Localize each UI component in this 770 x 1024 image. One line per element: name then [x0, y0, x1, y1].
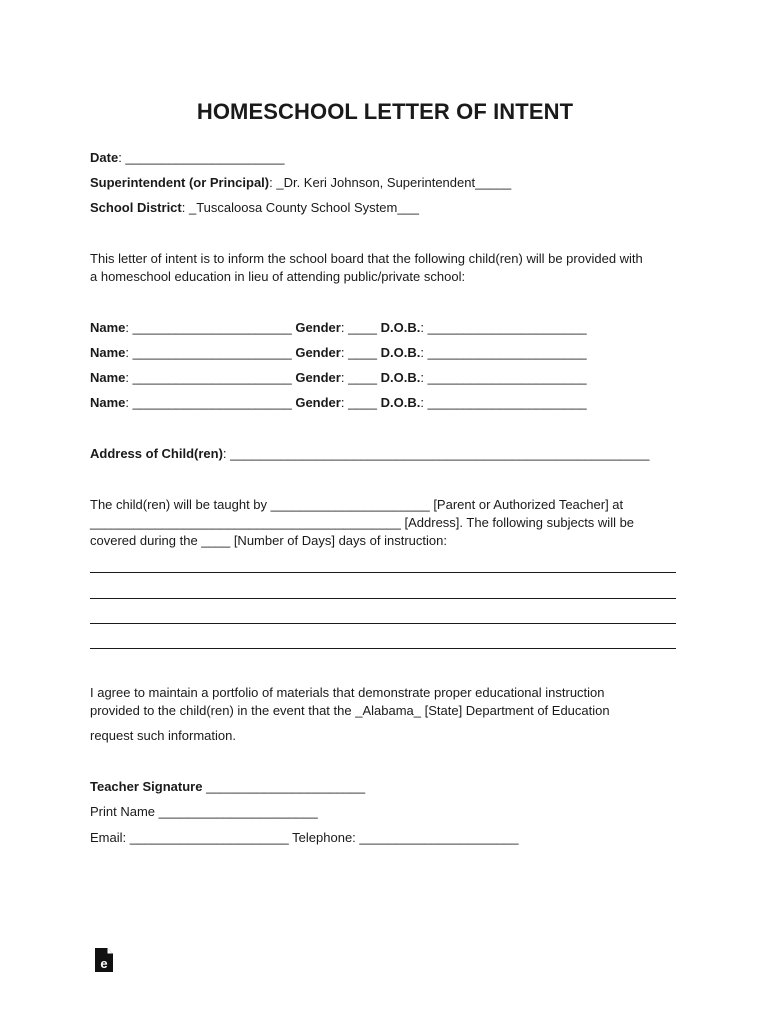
agreement-line-1: I agree to maintain a portfolio of materials that demonstrate proper educational instruction — [90, 685, 605, 700]
superintendent-value: : _Dr. Keri Johnson, Superintendent_____ — [269, 175, 512, 190]
child-dob-blank: : ______________________ — [420, 320, 587, 335]
contact-row[interactable] — [90, 830, 518, 846]
date-label: Date — [90, 150, 119, 165]
child-dob-label: D.O.B. — [380, 345, 421, 360]
teacher-signature-blank: ______________________ — [202, 779, 366, 794]
teaching-line-3[interactable]: covered during the ____ [Number of Days] days of instruction: — [90, 533, 447, 548]
school-district-label: School District — [90, 200, 182, 215]
child-row[interactable] — [90, 395, 587, 411]
svg-text:e: e — [100, 956, 108, 971]
date-value: : ______________________ — [118, 150, 285, 165]
child-name-label: Name — [90, 345, 126, 360]
subjects-blank-line[interactable] — [90, 598, 676, 599]
agreement-line-2: provided to the child(ren) in the event that the _Alabama_ [State] Department of Education — [90, 703, 610, 718]
intro-line-2: a homeschool education in lieu of attending public/private school: — [90, 269, 466, 284]
superintendent-label: Superintendent (or Principal) — [90, 175, 270, 190]
child-name-blank: : ______________________ — [125, 345, 296, 360]
teaching-line-1[interactable]: The child(ren) will be taught by ______________________ [Parent or Authorized Teacher] at — [90, 497, 624, 512]
child-dob-label: D.O.B. — [380, 395, 421, 410]
child-gender-blank: : ____ — [340, 345, 381, 360]
agreement-line-3: request such information. — [90, 728, 236, 743]
document-title: HOMESCHOOL LETTER OF INTENT — [196, 99, 574, 124]
child-dob-blank: : ______________________ — [420, 370, 587, 385]
child-dob-blank: : ______________________ — [420, 395, 587, 410]
intro-line-1: This letter of intent is to inform the school board that the following child(ren) will be provided with — [90, 251, 643, 266]
child-name-label: Name — [90, 370, 126, 385]
school-district-field[interactable] — [90, 200, 419, 216]
child-gender-blank: : ____ — [340, 395, 381, 410]
child-row[interactable] — [90, 320, 587, 336]
child-name-blank: : ______________________ — [125, 370, 296, 385]
child-name-label: Name — [90, 395, 126, 410]
child-gender-blank: : ____ — [340, 370, 381, 385]
teacher-signature-label: Teacher Signature — [90, 779, 203, 794]
eforms-document-icon — [94, 947, 114, 973]
teacher-signature-field[interactable] — [90, 779, 365, 795]
telephone-field[interactable]: Telephone: ______________________ — [292, 830, 519, 845]
school-district-value: : _Tuscaloosa County School System___ — [181, 200, 420, 215]
teaching-line-2[interactable]: ___________________________________________ [Address]. The following subjects will be — [90, 515, 635, 530]
child-row[interactable] — [90, 345, 587, 361]
child-row[interactable] — [90, 370, 587, 386]
subjects-blank-line[interactable] — [90, 648, 676, 649]
email-field[interactable]: Email: ______________________ — [90, 830, 293, 845]
address-label: Address of Child(ren) — [90, 446, 223, 461]
child-gender-label: Gender — [295, 320, 341, 335]
superintendent-field[interactable] — [90, 175, 511, 191]
child-name-blank: : ______________________ — [125, 395, 296, 410]
child-dob-blank: : ______________________ — [420, 345, 587, 360]
address-blank: : __________________________________________________________ — [222, 446, 650, 461]
child-gender-label: Gender — [295, 345, 341, 360]
child-dob-label: D.O.B. — [380, 320, 421, 335]
child-gender-label: Gender — [295, 370, 341, 385]
child-name-label: Name — [90, 320, 126, 335]
address-field[interactable] — [90, 446, 649, 462]
subjects-blank-line[interactable] — [90, 572, 676, 573]
child-name-blank: : ______________________ — [125, 320, 296, 335]
child-dob-label: D.O.B. — [380, 370, 421, 385]
child-gender-blank: : ____ — [340, 320, 381, 335]
print-name-field[interactable]: Print Name ______________________ — [90, 804, 318, 819]
child-gender-label: Gender — [295, 395, 341, 410]
subjects-blank-line[interactable] — [90, 623, 676, 624]
date-field[interactable] — [90, 150, 284, 166]
